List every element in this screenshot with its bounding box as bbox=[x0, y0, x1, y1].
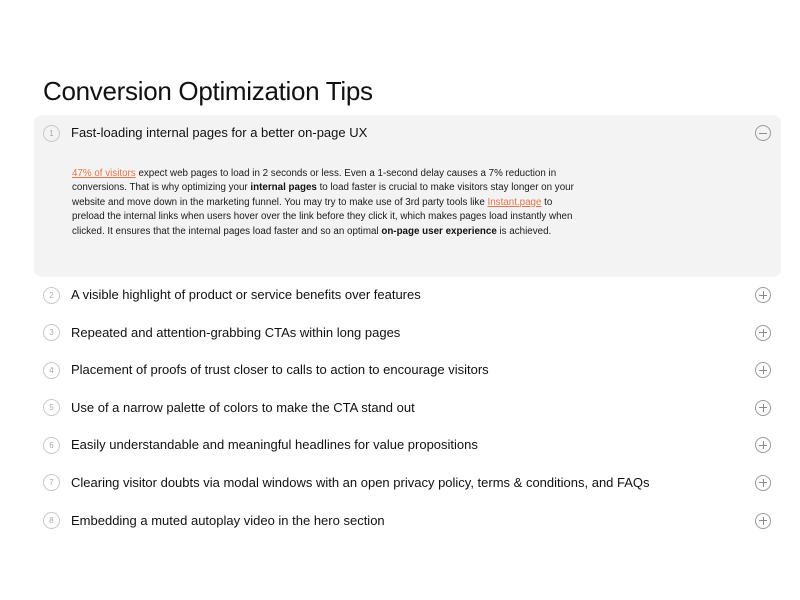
accordion-header[interactable] bbox=[34, 352, 781, 390]
accordion-item bbox=[34, 115, 781, 277]
item-number-badge: 3 bbox=[43, 324, 60, 341]
body-bold-text: on-page user experience bbox=[381, 225, 497, 237]
item-number-badge: 1 bbox=[43, 125, 60, 142]
accordion-header[interactable] bbox=[34, 390, 781, 428]
accordion-header[interactable] bbox=[34, 503, 781, 541]
accordion-item-title: Fast-loading internal pages for a better on-page UX bbox=[71, 125, 368, 140]
accordion-header[interactable] bbox=[34, 277, 781, 315]
accordion-header[interactable] bbox=[34, 465, 781, 503]
accordion-item bbox=[34, 427, 781, 465]
accordion-item bbox=[34, 315, 781, 353]
item-number-badge: 8 bbox=[43, 512, 60, 529]
plus-circle-icon[interactable] bbox=[755, 437, 771, 453]
accordion-item-title: A visible highlight of product or service benefits over features bbox=[71, 287, 421, 302]
accordion-header[interactable] bbox=[34, 427, 781, 465]
item-number-badge: 4 bbox=[43, 362, 60, 379]
accordion-header[interactable] bbox=[34, 315, 781, 353]
visitors-stat-link[interactable]: 47% of visitors bbox=[72, 168, 136, 179]
body-text-segment: to load faster is crucial to make visitors stay longer on your website and move down in the marketing funnel. You may try to make use of 3rd party tools like bbox=[72, 182, 574, 208]
accordion-item bbox=[34, 277, 781, 315]
accordion-item bbox=[34, 465, 781, 503]
accordion bbox=[34, 115, 781, 540]
item-number-badge: 7 bbox=[43, 474, 60, 491]
accordion-item-title: Use of a narrow palette of colors to make the CTA stand out bbox=[71, 399, 415, 415]
body-text-segment: is achieved. bbox=[496, 225, 552, 237]
plus-circle-icon[interactable] bbox=[755, 513, 771, 529]
item-number-badge: 2 bbox=[43, 287, 60, 304]
plus-circle-icon[interactable] bbox=[755, 325, 771, 341]
plus-circle-icon[interactable] bbox=[755, 400, 771, 416]
accordion-item-title: Repeated and attention-grabbing CTAs within long pages bbox=[71, 324, 401, 340]
body-text-segment: to preload the internal links when users hover over the link before they click it, which makes pages load instantly when clicked. It ensures that the internal pages load faster and so an optimal bbox=[72, 196, 573, 237]
accordion-item-title: Clearing visitor doubts via modal windows with an open privacy policy, terms & conditions, and FAQs bbox=[71, 474, 650, 490]
accordion-item-title: Embedding a muted autoplay video in the hero section bbox=[71, 512, 385, 528]
instant-page-link[interactable]: Instant.page bbox=[487, 196, 542, 208]
accordion-header[interactable] bbox=[34, 115, 781, 153]
accordion-item bbox=[34, 352, 781, 390]
plus-circle-icon[interactable] bbox=[755, 287, 771, 303]
accordion-item-title: Placement of proofs of trust closer to calls to action to encourage visitors bbox=[71, 362, 489, 378]
plus-circle-icon[interactable] bbox=[755, 475, 771, 491]
body-text-segment: expect web pages to load in 2 seconds or less. Even a 1-second delay causes a 7% reduction in conversions. That is why optimizing your bbox=[72, 168, 557, 194]
accordion-item-body bbox=[72, 167, 577, 239]
item-number-badge: 5 bbox=[43, 399, 60, 416]
item-number-badge: 6 bbox=[43, 437, 60, 454]
accordion-item-title: Easily understandable and meaningful headlines for value propositions bbox=[71, 437, 478, 453]
minus-circle-icon[interactable] bbox=[755, 125, 771, 141]
accordion-item bbox=[34, 390, 781, 428]
body-bold-text: internal pages bbox=[250, 182, 317, 194]
accordion-item bbox=[34, 503, 781, 541]
plus-circle-icon[interactable] bbox=[755, 362, 771, 378]
page-title: Conversion Optimization Tips bbox=[43, 76, 373, 106]
